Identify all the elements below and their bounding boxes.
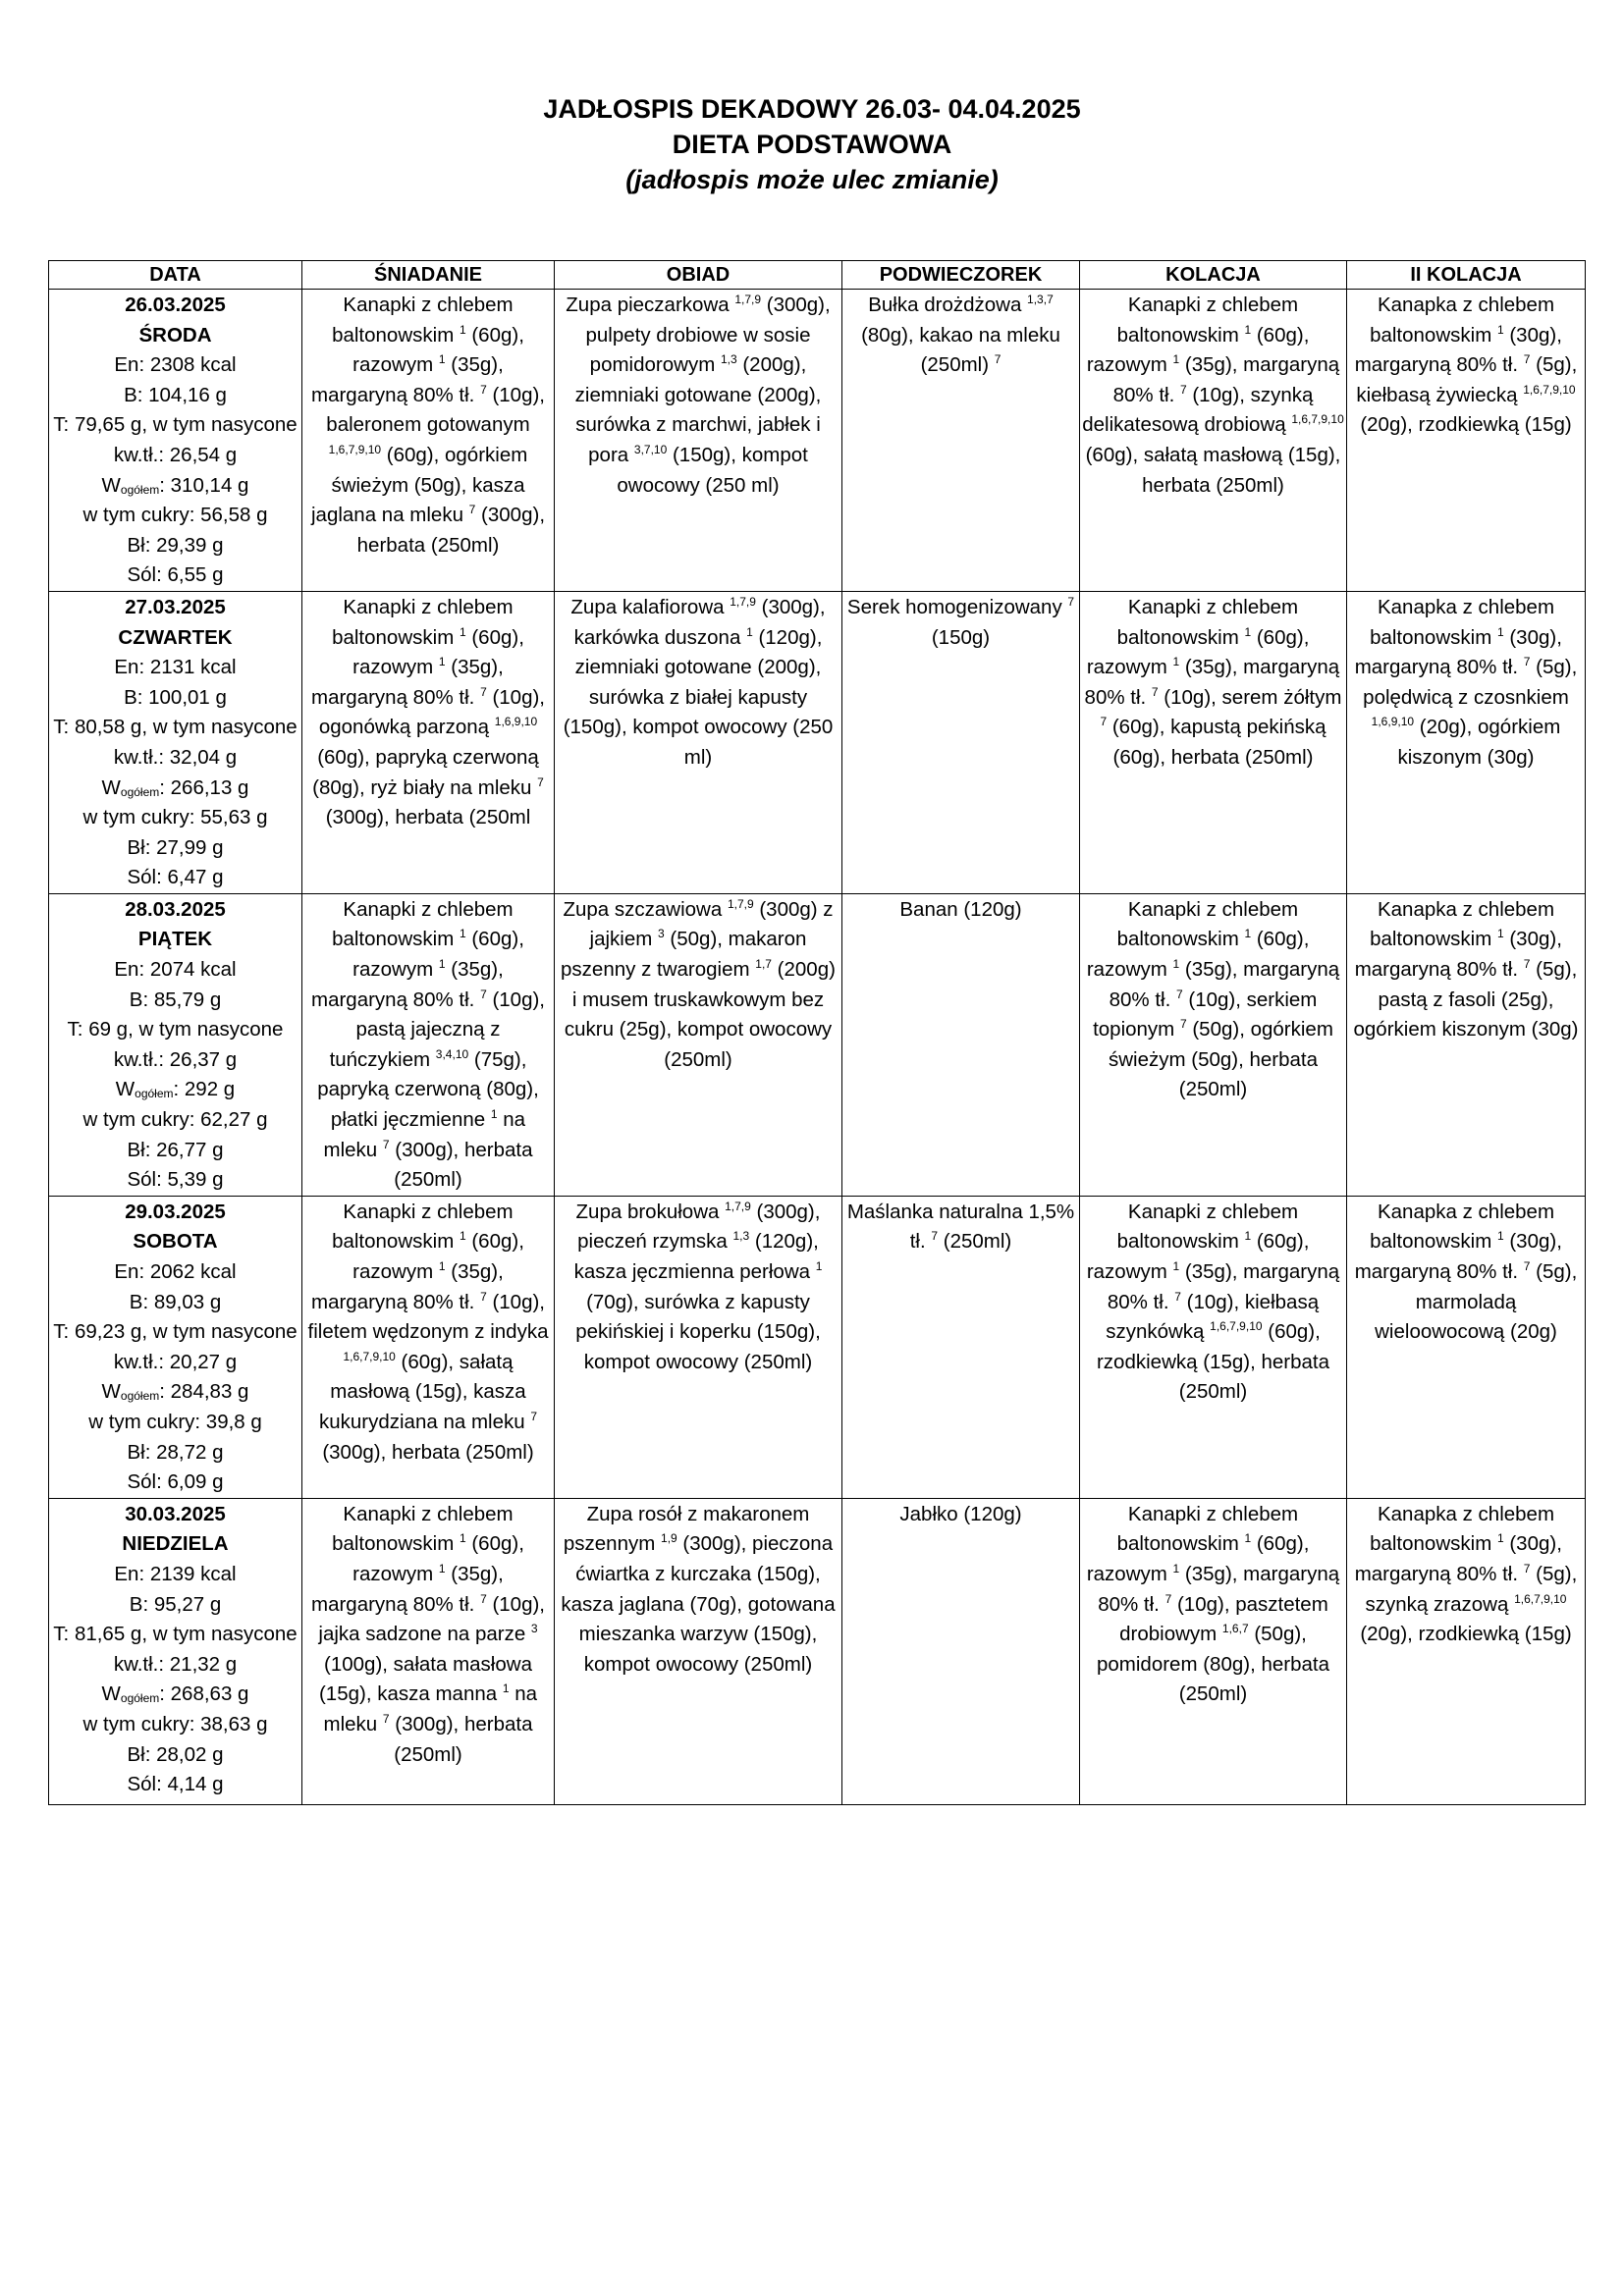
fat: T: 69,23 g, w tym nasycone kw.tł.: 20,27 g: [53, 1320, 298, 1373]
table-row: [49, 893, 1586, 1196]
date-cell: [49, 290, 302, 592]
col-header-second-dinner: II KOLACJA: [1347, 261, 1586, 290]
lunch-cell: Zupa szczawiowa $^{1,7,9}$ (300g) z jajkiem $^3$ (50g), makaron pszenny z twarogiem $^{1,7}$ (200g) i musem truskawkowym bez cukru (25g), kompot owocowy (250ml): [555, 893, 842, 1196]
snack-cell: Jabłko (120g): [842, 1498, 1080, 1804]
dinner-cell: Kanapki z chlebem baltonowskim $^1$ (60g), razowym $^1$ (35g), margaryną 80% tł. $^7$ (10g), pasztetem drobiowym $^{1,6,7}$ (50g), pomidorem (80g), herbata (250ml): [1080, 1498, 1347, 1804]
table-row: [49, 1498, 1586, 1804]
protein: B: 95,27 g: [129, 1592, 222, 1616]
second-dinner-cell: Kanapka z chlebem baltonowskim $^1$ (30g), margaryną 80% tł. $^7$ (5g), kiełbasą żywiecką $^{1,6,7,9,10}$ (20g), rzodkiewką (15g): [1347, 290, 1586, 592]
carbohydrates: $W_{ogółem}$: 284,83 g: [101, 1380, 249, 1404]
salt: Sól: 5,39 g: [127, 1168, 224, 1192]
change-note: (jadłospis może ulec zmianie): [625, 165, 999, 194]
date-cell: [49, 591, 302, 893]
weekday: SOBOTA: [133, 1230, 218, 1254]
energy: En: 2308 kcal: [114, 353, 237, 377]
carbohydrates: $W_{ogółem}$: 268,63 g: [101, 1682, 249, 1706]
carbohydrates-value: 266,13 g: [170, 775, 249, 799]
second-dinner-cell: Kanapka z chlebem baltonowskim $^1$ (30g), margaryną 80% tł. $^7$ (5g), marmoladą wieloowocową (20g): [1347, 1196, 1586, 1498]
carbohydrates-value: 268,63 g: [170, 1682, 249, 1706]
weekday: PIĄTEK: [137, 928, 213, 951]
breakfast-cell: Kanapki z chlebem baltonowskim $^1$ (60g), razowym $^1$ (35g), margaryną 80% tł. $^7$ (10g), filetem wędzonym z indyka $^{1,6,7,9,10}$ (60g), sałatą masłową (15g), kasza kukurydziana na mleku $^7$ (300g), herbata (250ml): [302, 1196, 555, 1498]
second-dinner-cell: Kanapka z chlebem baltonowskim $^1$ (30g), margaryną 80% tł. $^7$ (5g), szynką zrazową $^{1,6,7,9,10}$ (20g), rzodkiewką (15g): [1347, 1498, 1586, 1804]
weekday: ŚRODA: [138, 323, 212, 347]
protein: B: 89,03 g: [129, 1290, 222, 1313]
fiber: Bł: 29,39 g: [127, 533, 224, 557]
carbohydrates-value: 292 g: [184, 1078, 236, 1101]
fiber: Bł: 28,72 g: [127, 1440, 224, 1464]
salt: Sól: 6,55 g: [127, 563, 224, 587]
salt: Sól: 6,47 g: [127, 866, 224, 889]
breakfast-cell: Kanapki z chlebem baltonowskim $^1$ (60g), razowym $^1$ (35g), margaryną 80% tł. $^7$ (10g), pastą jajeczną z tuńczykiem $^{3,4,10}$ (75g), papryką czerwoną (80g), płatki jęczmienne $^1$ na mleku $^7$ (300g), herbata (250ml): [302, 893, 555, 1196]
energy: En: 2074 kcal: [114, 958, 237, 982]
fat: T: 69 g, w tym nasycone kw.tł.: 26,37 g: [67, 1018, 284, 1071]
protein: B: 104,16 g: [124, 383, 227, 406]
breakfast-cell: Kanapki z chlebem baltonowskim $^1$ (60g), razowym $^1$ (35g), margaryną 80% tł. $^7$ (10g), jajka sadzone na parze $^3$ (100g), sałata masłowa (15g), kasza manna $^1$ na mleku $^7$ (300g), herbata (250ml): [302, 1498, 555, 1804]
carbohydrates: $W_{ogółem}$: 310,14 g: [101, 473, 249, 497]
weekday: NIEDZIELA: [122, 1532, 229, 1556]
date: 26.03.2025: [125, 294, 226, 316]
date-cell: [49, 893, 302, 1196]
dinner-cell: Kanapki z chlebem baltonowskim $^1$ (60g), razowym $^1$ (35g), margaryną 80% tł. $^7$ (10g), serkiem topionym $^7$ (50g), ogórkiem świeżym (50g), herbata (250ml): [1080, 893, 1347, 1196]
protein: B: 100,01 g: [124, 685, 227, 709]
dinner-cell: Kanapki z chlebem baltonowskim $^1$ (60g), razowym $^1$ (35g), margaryną 80% tł. $^7$ (10g), kiełbasą szynkówką $^{1,6,7,9,10}$ (60g), rzodkiewką (15g), herbata (250ml): [1080, 1196, 1347, 1498]
table-row: [49, 1196, 1586, 1498]
weekday: CZWARTEK: [118, 625, 233, 649]
menu-table: [48, 260, 1586, 1805]
carbohydrates-value: 310,14 g: [170, 473, 249, 497]
col-header-dinner: KOLACJA: [1080, 261, 1347, 290]
date: 29.03.2025: [125, 1200, 226, 1223]
lunch-cell: Zupa rosół z makaronem pszennym $^{1,9}$ (300g), pieczona ćwiartka z kurczaka (150g), kasza jaglana (70g), gotowana mieszanka warzyw (150g), kompot owocowy (250ml): [555, 1498, 842, 1804]
col-header-date: DATA: [49, 261, 302, 290]
sugars: w tym cukry: 55,63 g: [82, 806, 268, 829]
date-cell: [49, 1498, 302, 1804]
date: 30.03.2025: [125, 1502, 226, 1525]
sugars: w tym cukry: 62,27 g: [82, 1108, 268, 1132]
breakfast-cell: Kanapki z chlebem baltonowskim $^1$ (60g), razowym $^1$ (35g), margaryną 80% tł. $^7$ (10g), baleronem gotowanym $^{1,6,7,9,10}$ (60g), ogórkiem świeżym (50g), kasza jaglana na mleku $^7$ (300g), herbata (250ml): [302, 290, 555, 592]
table-row: [49, 591, 1586, 893]
carbohydrates: $W_{ogółem}$: 266,13 g: [101, 775, 249, 799]
diet-name: DIETA PODSTAWOWA: [672, 130, 952, 159]
sugars: w tym cukry: 39,8 g: [88, 1410, 262, 1433]
fat: T: 79,65 g, w tym nasycone kw.tł.: 26,54 g: [53, 413, 298, 466]
dinner-cell: Kanapki z chlebem baltonowskim $^1$ (60g), razowym $^1$ (35g), margaryną 80% tł. $^7$ (10g), serem żółtym $^7$ (60g), kapustą pekińską (60g), herbata (250ml): [1080, 591, 1347, 893]
sugars: w tym cukry: 56,58 g: [82, 504, 268, 527]
document-title: JADŁOSPIS DEKADOWY 26.03- 04.04.2025: [543, 94, 1081, 124]
fat: T: 80,58 g, w tym nasycone kw.tł.: 32,04 g: [53, 716, 298, 769]
date: 28.03.2025: [125, 897, 226, 921]
col-header-snack: PODWIECZOREK: [842, 261, 1080, 290]
energy: En: 2139 kcal: [114, 1562, 237, 1585]
fiber: Bł: 28,02 g: [127, 1742, 224, 1766]
snack-cell: Maślanka naturalna 1,5% tł. $^7$ (250ml): [842, 1196, 1080, 1498]
snack-cell: Serek homogenizowany $^7$ (150g): [842, 591, 1080, 893]
energy: En: 2062 kcal: [114, 1260, 237, 1283]
energy: En: 2131 kcal: [114, 656, 237, 679]
second-dinner-cell: Kanapka z chlebem baltonowskim $^1$ (30g), margaryną 80% tł. $^7$ (5g), polędwicą z czosnkiem $^{1,6,9,10}$ (20g), ogórkiem kiszonym (30g): [1347, 591, 1586, 893]
date: 27.03.2025: [125, 595, 226, 618]
table-row: [49, 290, 1586, 592]
sugars: w tym cukry: 38,63 g: [82, 1712, 268, 1735]
protein: B: 85,79 g: [129, 988, 222, 1011]
fat: T: 81,65 g, w tym nasycone kw.tł.: 21,32 g: [53, 1623, 298, 1676]
salt: Sól: 6,09 g: [127, 1470, 224, 1494]
col-header-lunch: OBIAD: [555, 261, 842, 290]
lunch-cell: Zupa kalafiorowa $^{1,7,9}$ (300g), karkówka duszona $^1$ (120g), ziemniaki gotowane (200g), surówka z białej kapusty (150g), kompot owocowy (250 ml): [555, 591, 842, 893]
fiber: Bł: 26,77 g: [127, 1138, 224, 1161]
fiber: Bł: 27,99 g: [127, 835, 224, 859]
salt: Sól: 4,14 g: [127, 1773, 224, 1796]
carbohydrates: $W_{ogółem}$: 292 g: [115, 1078, 236, 1101]
date-cell: [49, 1196, 302, 1498]
snack-cell: Bułka drożdżowa $^{1,3,7}$ (80g), kakao na mleku (250ml) $^7$: [842, 290, 1080, 592]
snack-cell: Banan (120g): [842, 893, 1080, 1196]
dinner-cell: Kanapki z chlebem baltonowskim $^1$ (60g), razowym $^1$ (35g), margaryną 80% tł. $^7$ (10g), szynką delikatesową drobiową $^{1,6,7,9,10}$ (60g), sałatą masłową (15g), herbata (250ml): [1080, 290, 1347, 592]
carbohydrates-value: 284,83 g: [170, 1380, 249, 1404]
breakfast-cell: Kanapki z chlebem baltonowskim $^1$ (60g), razowym $^1$ (35g), margaryną 80% tł. $^7$ (10g), ogonówką parzoną $^{1,6,9,10}$ (60g), papryką czerwoną (80g), ryż biały na mleku $^7$ (300g), herbata (250ml: [302, 591, 555, 893]
lunch-cell: Zupa brokułowa $^{1,7,9}$ (300g), pieczeń rzymska $^{1,3}$ (120g), kasza jęczmienna perłowa $^1$ (70g), surówka z kapusty pekińskiej i koperku (150g), kompot owocowy (250ml): [555, 1196, 842, 1498]
document-header: [0, 91, 1624, 197]
table-header-row: [49, 261, 1586, 290]
lunch-cell: Zupa pieczarkowa $^{1,7,9}$ (300g), pulpety drobiowe w sosie pomidorowym $^{1,3}$ (200g), ziemniaki gotowane (200g), surówka z marchwi, jabłek i pora $^{3,7,10}$ (150g), kompot owocowy (250 ml): [555, 290, 842, 592]
second-dinner-cell: Kanapka z chlebem baltonowskim $^1$ (30g), margaryną 80% tł. $^7$ (5g), pastą z fasoli (25g), ogórkiem kiszonym (30g): [1347, 893, 1586, 1196]
col-header-breakfast: ŚNIADANIE: [302, 261, 555, 290]
